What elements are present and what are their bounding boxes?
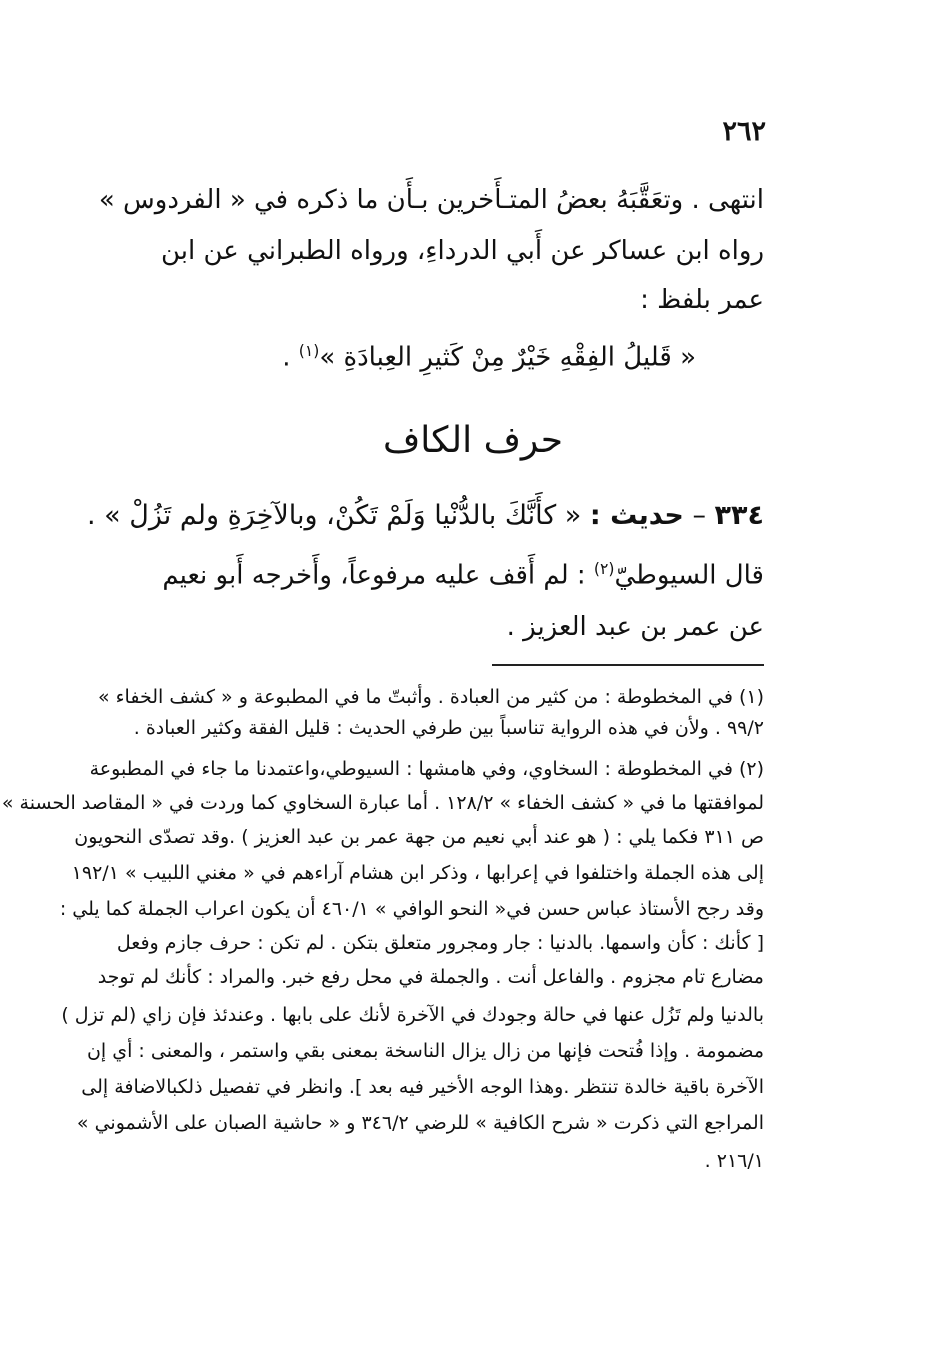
hadith-keyword: حديث : [589,500,684,531]
footnote-ref-2: (٢) [593,560,615,578]
hadith-text: « كأَنَّكَ بالدُّنْيا وَلَمْ تَكُنْ، وبالآخِرَةِ ولم تَزُلْ » . [86,500,590,531]
intro-line-1: انتهى . وتعَقَّبَهُ بعضُ المتـأَخرين بـأَن ما ذكره في « الفردوس » [98,185,764,215]
quote-line [216,342,696,373]
hadith-line-1 [104,560,764,591]
footnote-line: (١) في المخطوطة : من كثير من العبادة . وأثبتّ ما في المطبوعة و « كشف الخفاء » [97,686,764,708]
hadith-line-1-pre: قال السيوطيّ [614,560,764,591]
hadith-dash: – [683,500,715,531]
hadith-line-2: عن عمر بن عبد العزيز . [506,612,764,642]
footnote-line: وقد رجح الأستاذ عباس حسن في« النحو الوافي » ٤٦٠/١ أن يكون اعراب الجملة كما يلي : [59,898,764,920]
footnote-line: المراجع التي ذكرت « شرح الكافية » للرضي ٣٤٦/٢ و « حاشية الصبان على الأشموني » [76,1112,764,1134]
hadith-entry [84,500,764,531]
intro-line-3: عمر بلفظ : [640,285,764,315]
footnote-line: ٩٩/٢ . ولأن في هذه الرواية تناسباً بين طرفي الحديث : قليل الفقة وكثير العبادة . [133,717,764,739]
footnote-line: لموافقتها ما في « كشف الخفاء » ١٢٨/٢ . أما عبارة السخاوي كما وردت في « المقاصد الحسنة » [1,792,764,814]
quote-text: « قَليلُ الفِقْهِ خَيْرٌ مِنْ كَثيرِ العِبادَةِ » [319,342,696,373]
footnote-line: مضارع تام مجزوم . والفاعل أنت . والجملة في محل رفع خبر. والمراد : كأنك لم توجد [97,966,764,988]
hadith-number: ٣٣٤ [714,500,764,531]
footnote-line: ص ٣١١ فكما يلي : ( هو عند أبي نعيم من جهة عمر بن عبد العزيز ) .وقد تصدّى النحويون [74,826,764,848]
quote-end: . [282,342,299,373]
footnote-line: بالدنيا ولم تَزُل عنها في حالة وجودك في الآخرة لأنك على بابها . وعندئذ فإن زاي (لم تزل ) [61,1004,764,1026]
footnote-line: مضمومة . وإذا فُتحت فإنها من زال يزال الناسخة بمعنى بقي واستمر ، والمعنى : أي إن [86,1040,764,1062]
footnote-separator [492,664,764,666]
footnote-line: (٢) في المخطوطة : السخاوي، وفي هامشها : السيوطي،واعتمدنا ما جاء في المطبوعة [89,758,764,780]
footnote-line: [ كأنك : كأن واسمها. بالدنيا : جار ومجرور متعلق بتكن . لم تكن : حرف جازم وفعل [116,932,764,954]
section-heading: حرف الكاف [382,420,564,461]
page-number: ٢٦٢ [722,116,766,147]
footnote-line: الآخرة باقية خالدة تنتظر .وهذا الوجه الأخير فيه بعد ]. وانظر في تفصيل ذلكبالاضافة إلى [81,1076,764,1098]
footnote-line: إلى هذه الجملة واختلفوا في إعرابها ، وذكر ابن هشام آراءهم في « مغني اللبيب » ١٩٢/١ [71,862,764,884]
footnote-ref-1: (١) [298,342,320,360]
footnote-line: ٢١٦/١ . [704,1150,764,1172]
hadith-line-1-post: : لم أَقف عليه مرفوعاً، وأَخرجه أَبو نعيم [162,560,594,591]
intro-line-2: رواه ابن عساكر عن أَبي الدرداءِ، ورواه الطبراني عن ابن [160,236,764,266]
